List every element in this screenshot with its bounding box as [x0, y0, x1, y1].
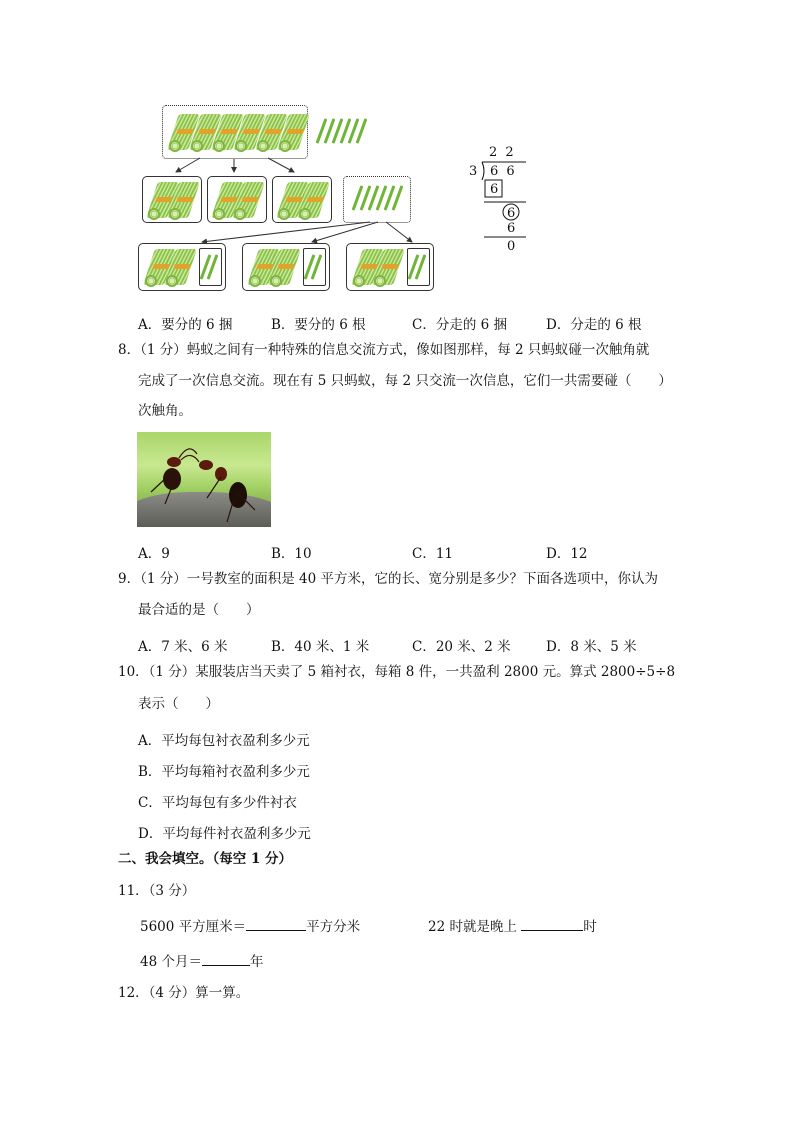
q8-line3: 次触角。: [138, 403, 192, 419]
q10-line2: 表示（ ）: [138, 696, 219, 712]
q11-item-b: [428, 918, 597, 935]
q8-line2: 完成了一次信息交流。现在有 5 只蚂蚁，每 2 只交流一次信息，它们一共需要碰（ ）: [138, 373, 672, 389]
division-step3: 6: [507, 221, 516, 236]
q9-choice-d[interactable]: D．8 米、5 米: [546, 639, 637, 655]
q11-c-blank[interactable]: [202, 953, 250, 966]
section-heading: 二、我会填空。（每空 1 分）: [118, 851, 293, 867]
q9-choice-c[interactable]: C．20 米、2 米: [412, 639, 511, 655]
q11-b-blank[interactable]: [521, 918, 583, 931]
q11-c-suffix: 年: [249, 954, 264, 970]
q11-c-prefix: 48 个月＝: [140, 954, 202, 970]
q9-choice-a[interactable]: A．7 米、6 米: [138, 639, 228, 655]
q11-a-suffix: 平方分米: [306, 919, 361, 935]
bottom-box-2: [242, 243, 330, 291]
division-remainder: 0: [507, 239, 516, 254]
q9-line1: 9．（1 分）一号教室的面积是 40 平方米，它的长、宽分别是多少？下面各选项中，你认为: [118, 571, 658, 587]
q10-line1: 10．（1 分）某服装店当天卖了 5 箱衬衣，每箱 8 件，一共盈利 2800 元。算式 2800÷5÷8: [118, 664, 676, 680]
q7-choice-b[interactable]: B．要分的 6 根: [271, 317, 366, 333]
q10-choice-c[interactable]: C．平均每包有多少件衬衣: [138, 795, 297, 811]
q8-choice-c[interactable]: C．11: [412, 546, 454, 562]
q11-b-suffix: 时: [583, 919, 597, 935]
middle-box-3: [272, 176, 332, 223]
bottom-box-1: [138, 243, 226, 291]
q11-label: 11．（3 分）: [118, 883, 196, 899]
middle-box-1: [142, 176, 202, 223]
ants-photo: [137, 432, 271, 527]
division-step1: 6: [490, 182, 499, 197]
q8-choice-d[interactable]: D．12: [546, 546, 588, 562]
division-step2: 6: [507, 206, 516, 221]
q12-label: 12．（4 分）算一算。: [118, 985, 250, 1001]
q8-choice-a[interactable]: A．9: [138, 546, 170, 562]
long-division: [466, 143, 536, 258]
bottom-box-3: [346, 243, 434, 291]
q10-choice-b[interactable]: B．平均每箱衬衣盈利多少元: [138, 764, 310, 780]
q11-a-blank[interactable]: [246, 918, 306, 931]
q11-a-prefix: 5600 平方厘米＝: [140, 919, 247, 935]
q8-choice-b[interactable]: B．10: [271, 546, 312, 562]
q11-item-c: [140, 953, 263, 970]
division-lines: [466, 143, 536, 258]
middle-box-2: [207, 176, 267, 223]
q8-line1: 8．（1 分）蚂蚁之间有一种特殊的信息交流方式，像如图那样，每 2 只蚂蚁碰一次触角就: [118, 342, 650, 358]
q9-choice-b[interactable]: B．40 米、1 米: [271, 639, 370, 655]
division-quotient: 2 2: [489, 145, 516, 160]
q7-choice-d[interactable]: D．分走的 6 根: [546, 317, 642, 333]
q7-choice-c[interactable]: C．分走的 6 捆: [412, 317, 508, 333]
q10-choice-d[interactable]: D．平均每件衬衣盈利多少元: [138, 826, 311, 842]
bundle-figure: [138, 100, 438, 295]
q11-b-prefix: 22 时就是晚上: [428, 919, 522, 935]
q9-line2: 最合适的是（ ）: [138, 602, 260, 618]
q11-item-a: [140, 918, 360, 935]
q7-choice-a[interactable]: A．要分的 6 捆: [138, 317, 233, 333]
division-divisor: 3: [469, 164, 478, 179]
division-dividend: 6 6: [490, 164, 517, 179]
loose-sticks-group: [343, 176, 411, 223]
q10-choice-a[interactable]: A．平均每包衬衣盈利多少元: [138, 733, 310, 749]
